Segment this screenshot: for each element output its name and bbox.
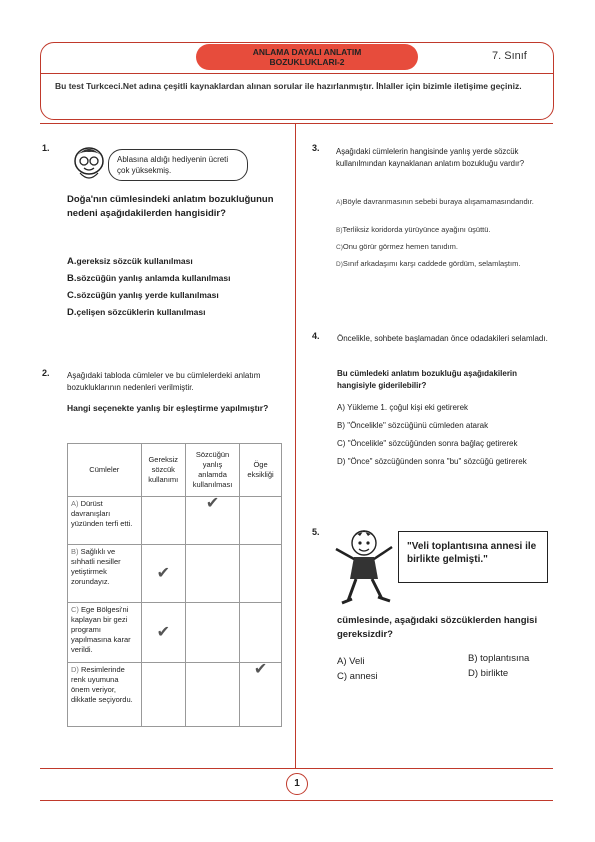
grade-label: 7. Sınıf (492, 50, 527, 62)
top-divider (40, 123, 553, 124)
q5-stem: cümlesinde, aşağıdaki sözcüklerden hangisi gereksizdir? (337, 615, 538, 640)
q3-stem: Aşağıdaki cümlelerin hangisinde yanlış yerde sözcük kullanılmından kaynaklanan anlatım bozukluğu vardır? (336, 147, 525, 168)
col-header-wrong-meaning: Sözcüğün yanlış anlamda kullanılması (185, 444, 239, 497)
q5-number: 5. (312, 527, 320, 537)
q4-stem: Bu cümledeki anlatım bozukluğu aşağıdakilerin hangisiyle giderilebilir? (337, 369, 518, 390)
col-header-missing-element: Öge eksikliği (240, 444, 282, 497)
q5-option-b[interactable]: B) toplantısına (468, 653, 530, 664)
row-d-sentence: D) Resimlerinde renk uyumuna önem veriyor, dikkatle seçiyordu. (68, 663, 142, 727)
girl-illustration (70, 143, 108, 185)
q5-option-c[interactable]: C) annesi (337, 671, 378, 682)
q3-option-b[interactable]: B)Terliksiz koridorda yürüyünce ayağını üşüttü. (336, 225, 491, 234)
title-line-2: BOZUKLUKLARI-2 (269, 57, 345, 67)
row-b-col2 (185, 545, 239, 603)
intro-text: Bu test Turkceci.Net adına çeşitli kaynaklardan alınan sorular ile hazırlanmıştır. İhlaller için bizimle iletişime geçiniz. (55, 81, 522, 91)
row-c-col3 (240, 603, 282, 663)
q4-number: 4. (312, 331, 320, 341)
row-a-col3 (240, 497, 282, 545)
q1-option-d[interactable]: D.çelişen sözcüklerin kullanılması (67, 307, 206, 318)
q2-number: 2. (42, 368, 50, 378)
q1-number: 1. (42, 143, 50, 153)
q3-option-d[interactable]: D)Sınıf arkadaşımı karşı caddede gördüm, selamlaştım. (336, 259, 521, 268)
column-divider (295, 123, 296, 768)
row-b-sentence: B) Sağlıklı ve sıhhatli nesiller yetiştirmek zorundayız. (68, 545, 142, 603)
q4-option-b[interactable]: B) "Öncelikle" sözcüğünü cümleden atarak (337, 421, 489, 430)
col-header-sentences: Cümleler (68, 444, 142, 497)
q1-option-b[interactable]: B.sözcüğün yanlış anlamda kullanılması (67, 273, 231, 284)
check-icon: ✔ (185, 497, 239, 545)
title-line-1: ANLAMA DAYALI ANLATIM (252, 47, 362, 57)
check-icon: ✔ (141, 545, 185, 603)
row-a-sentence: A) Dürüst davranışları yüzünden terfi etti. (68, 497, 142, 545)
header-divider (40, 73, 553, 74)
q1-option-c[interactable]: C.sözcüğün yanlış yerde kullanılması (67, 290, 219, 301)
row-d-col1 (141, 663, 185, 727)
q1-stem: Doğa'nın cümlesindeki anlatım bozukluğunun nedeni aşağıdakilerden hangisidir? (67, 194, 274, 219)
q5-option-a[interactable]: A) Veli (337, 656, 365, 667)
q4-intro: Öncelikle, sohbete başlamadan önce odadakileri selamladı. (337, 334, 548, 343)
q2-stem: Hangi seçenekte yanlış bir eşleştirme yapılmıştır? (67, 403, 269, 413)
boy-illustration (330, 527, 398, 607)
bottom-divider (40, 768, 553, 769)
test-title (196, 44, 418, 70)
q3-option-a[interactable]: A)Böyle davranmasının sebebi buraya alışamamasındandır. (336, 197, 534, 206)
q4-option-d[interactable]: D) "Önce" sözcüğünden sonra "bu" sözcüğü getirerek (337, 457, 527, 466)
q1-speech-bubble: Ablasına aldığı hediyenin ücreti çok yüksekmiş. (108, 149, 248, 181)
row-c-col2 (185, 603, 239, 663)
table-row[interactable] (68, 497, 282, 545)
col-header-unnecessary-word: Gereksiz sözcük kullanımı (141, 444, 185, 497)
check-icon: ✔ (240, 663, 282, 727)
q3-number: 3. (312, 143, 320, 153)
row-a-col1 (141, 497, 185, 545)
q5-option-d[interactable]: D) birlikte (468, 668, 509, 679)
q4-option-c[interactable]: C) "Öncelikle" sözcüğünden sonra bağlaç getirerek (337, 439, 518, 448)
q2-table (67, 443, 282, 727)
check-icon: ✔ (141, 603, 185, 663)
q3-option-c[interactable]: C)Onu görür görmez hemen tanıdım. (336, 242, 458, 251)
q1-option-a[interactable]: A.gereksiz sözcük kullanılması (67, 256, 193, 267)
q4-option-a[interactable]: A) Yükleme 1. çoğul kişi eki getirerek (337, 403, 469, 412)
row-b-col3 (240, 545, 282, 603)
q5-speech-box: "Veli toplantısına annesi ile birlikte gelmişti." (398, 531, 548, 583)
q2-intro: Aşağıdaki tabloda cümleler ve bu cümlelerdeki anlatım bozukluklarının nedenleri verilmiştir. (67, 371, 261, 392)
table-row[interactable] (68, 603, 282, 663)
table-row[interactable] (68, 545, 282, 603)
row-d-col2 (185, 663, 239, 727)
footer-line (40, 800, 553, 801)
row-c-sentence: C) Ege Bölgesi'ni kaplayan bir gezi programı yapılmasına karar verildi. (68, 603, 142, 663)
table-row[interactable] (68, 663, 282, 727)
page-number: 1 (286, 773, 308, 795)
